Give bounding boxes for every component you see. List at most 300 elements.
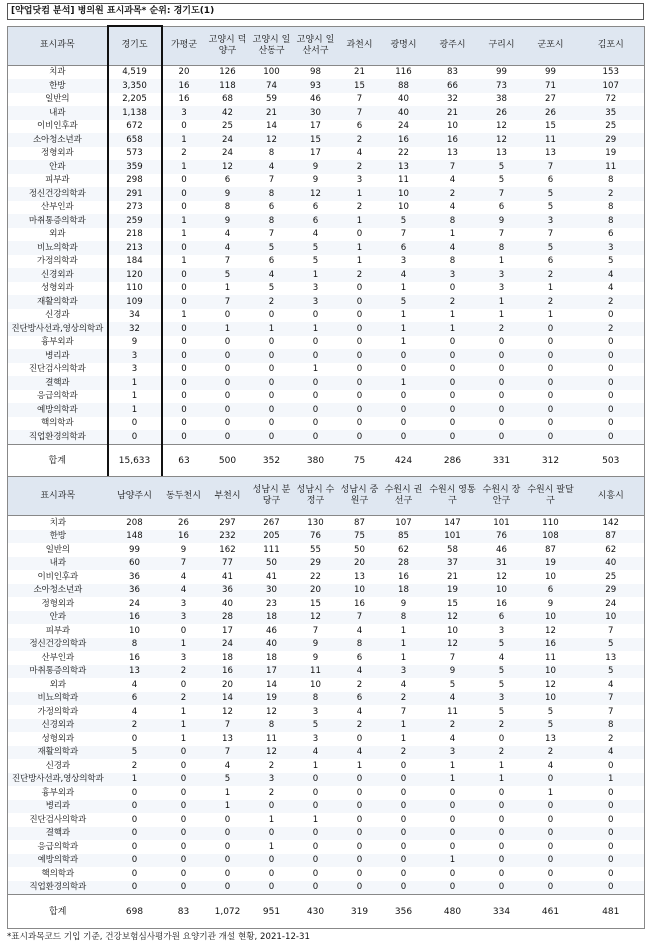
table-cell: 208 [126,517,143,528]
table-cell: 3 [180,652,187,663]
table-cell: 148 [126,531,143,542]
table-cell: 1 [224,801,231,812]
table-cell: 7 [547,161,554,172]
table-cell: 8 [608,215,614,226]
specialty-table-2 [7,476,645,929]
table-cell: 5 [547,188,554,199]
total-cell: 380 [294,444,338,479]
table-row [8,133,645,147]
table-cell: 7 [356,612,363,623]
table-cell: 5 [498,679,505,690]
table-cell: 0 [400,841,407,852]
table-cell: 1 [400,652,407,663]
table-cell: 62 [398,544,409,555]
table-cell: 6 [400,242,407,253]
table-cell: 0 [449,364,456,375]
table-cell: 4 [400,269,407,280]
row-label: 성형외과 [41,733,74,744]
total-cell: 312 [524,444,578,479]
table-cell: 5 [131,747,138,758]
table-cell: 5 [312,720,319,731]
table-cell: 0 [180,774,187,785]
table-cell: 29 [310,558,321,569]
row-label: 재활의학과 [37,747,78,758]
table-cell: 4 [449,175,456,186]
table-row [8,759,645,773]
table-cell: 0 [224,431,231,442]
table-cell: 0 [498,733,505,744]
row-label: 정신건강의학과 [29,639,87,650]
table-cell: 27 [545,94,556,105]
table-row [8,678,645,692]
table-cell: 46 [266,625,277,636]
table-cell: 2 [400,747,407,758]
table-cell: 184 [108,255,162,269]
table-cell: 10 [545,571,556,582]
table-cell: 0 [356,418,363,429]
header-label: 표시과목 [8,26,108,65]
table-cell: 9 [400,598,407,609]
table-cell: 0 [449,283,456,294]
table-cell: 0 [449,882,456,893]
table-cell: 12 [545,625,556,636]
table-cell: 8 [268,215,275,226]
table-cell: 40 [605,558,617,569]
column-header: 광명시 [382,26,426,65]
table-cell: 1 [449,229,456,240]
table-cell: 7 [498,188,505,199]
table-cell: 16 [178,80,190,91]
table-cell: 7 [608,625,614,636]
table-cell: 142 [602,517,619,528]
table-cell: 267 [263,517,280,528]
table-cell: 1 [498,256,505,267]
table-cell: 1 [400,720,407,731]
table-cell: 0 [312,418,319,429]
column-header: 수원시 팔달구 [524,477,578,516]
header-row [8,477,645,516]
table-cell: 4 [449,693,456,704]
table-cell: 0 [181,337,187,348]
table-cell: 0 [356,391,363,402]
table-cell: 6 [498,612,505,623]
table-row [8,516,645,530]
table-cell: 7 [498,229,505,240]
table-row [8,295,645,309]
table-cell: 4 [224,229,231,240]
source-footnote: *표시과목코드 기입 기준, 건강보험심사평가원 요양기관 개설 현황, 2021-12-31 [7,932,310,942]
table-row [8,214,645,228]
table-cell: 16 [545,639,556,650]
table-cell: 0 [498,364,505,375]
table-cell: 232 [219,531,236,542]
table-cell: 16 [129,652,140,663]
table-cell: 11 [398,175,409,186]
table-cell: 1 [356,760,363,771]
table-cell: 0 [131,787,138,798]
table-cell: 12 [266,706,277,717]
table-cell: 0 [547,337,554,348]
column-header: 성남시 분당구 [250,477,294,516]
table-row [8,732,645,746]
table-cell: 2 [608,733,614,744]
table-cell: 0 [181,175,187,186]
table-cell: 11 [447,706,458,717]
total-cell: 500 [206,444,250,479]
table-cell: 99 [496,67,507,78]
row-label: 내과 [49,107,66,118]
table-cell: 0 [449,418,456,429]
table-row [8,376,645,390]
table-cell: 6 [356,121,363,132]
table-cell: 9 [312,652,319,663]
table-cell: 0 [547,431,554,442]
table-cell: 20 [178,67,190,78]
table-cell: 8 [449,215,456,226]
table-cell: 0 [400,350,407,361]
table-cell: 0 [181,364,187,375]
table-cell: 11 [266,733,277,744]
table-cell: 0 [108,430,162,444]
table-row [8,93,645,107]
table-cell: 24 [222,148,233,159]
table-cell: 0 [312,774,319,785]
table-cell: 0 [181,283,187,294]
table-cell: 0 [498,377,505,388]
column-header: 성남시 수정구 [294,477,338,516]
table-row [8,800,645,814]
table-cell: 100 [263,67,280,78]
table-row [8,228,645,242]
table-cell: 2 [498,747,505,758]
table-cell: 2 [449,188,456,199]
table-cell: 1 [268,841,275,852]
table-cell: 0 [356,323,363,334]
table-cell: 7 [224,256,231,267]
table-cell: 0 [547,404,554,415]
table-cell: 0 [180,625,187,636]
table-cell: 0 [608,841,614,852]
table-cell: 10 [545,612,556,623]
table-cell: 18 [266,612,277,623]
row-label: 병리과 [45,350,70,361]
table-row [8,349,645,363]
table-cell: 1 [400,625,407,636]
table-cell: 2 [180,666,187,677]
table-cell: 12 [447,639,458,650]
table-cell: 5 [608,666,614,677]
table-cell: 1 [547,310,554,321]
table-cell: 8 [400,612,407,623]
table-cell: 0 [449,787,456,798]
table-cell: 16 [496,598,507,609]
row-label: 병리과 [45,801,70,812]
table-cell: 0 [449,377,456,388]
table-cell: 46 [310,94,321,105]
table-cell: 29 [605,134,617,145]
table-cell: 1 [181,229,187,240]
table-cell: 6 [498,202,505,213]
table-cell: 87 [354,517,365,528]
table-cell: 7 [608,693,614,704]
table-cell: 16 [222,666,233,677]
table-header [8,477,645,516]
table-cell: 13 [354,571,365,582]
table-cell: 4 [180,571,187,582]
table-cell: 2 [180,693,187,704]
row-label: 정형외과 [41,148,74,159]
table-cell: 16 [354,598,365,609]
table-cell: 1 [356,242,363,253]
table-cell: 76 [496,531,507,542]
table-cell: 0 [181,269,187,280]
table-cell: 62 [605,544,617,555]
table-cell: 0 [180,882,187,893]
table-cell: 0 [356,377,363,388]
table-cell: 0 [608,350,614,361]
table-cell: 2 [608,296,614,307]
table-cell: 0 [608,391,614,402]
column-header: 광주시 [426,26,480,65]
table-cell: 1 [608,774,614,785]
table-cell: 0 [498,882,505,893]
table-cell: 0 [547,841,554,852]
table-cell: 118 [219,80,236,91]
table-cell: 2 [547,296,554,307]
table-cell: 9 [180,544,187,555]
table-cell: 1 [449,310,456,321]
table-cell: 1 [547,787,554,798]
table-cell: 1,138 [108,106,162,120]
table-cell: 1 [180,733,187,744]
table-cell: 0 [498,841,505,852]
table-row [8,854,645,868]
table-row [8,611,645,625]
table-cell: 12 [496,134,507,145]
table-cell: 111 [263,544,280,555]
table-row [8,160,645,174]
table-cell: 4 [547,760,554,771]
table-cell: 99 [545,67,556,78]
table-row [8,106,645,120]
row-label: 마취통증의학과 [28,215,86,226]
row-label: 내과 [49,558,66,569]
table-cell: 1 [312,814,319,825]
total-cell: 698 [108,895,162,929]
table-cell: 6 [356,693,363,704]
table-cell: 19 [545,558,556,569]
table-cell: 2,205 [108,93,162,107]
table-row [8,543,645,557]
table-cell: 24 [222,134,233,145]
table-cell: 13 [496,148,507,159]
table-cell: 12 [447,612,458,623]
table-cell: 0 [181,296,187,307]
table-cell: 6 [547,585,554,596]
total-cell: 461 [524,895,578,929]
table-cell: 3 [312,733,319,744]
table-cell: 3 [400,666,407,677]
table-cell: 26 [545,107,556,118]
table-row [8,282,645,296]
table-cell: 5 [498,706,505,717]
table-cell: 8 [608,175,614,186]
table-cell: 4 [400,679,407,690]
table-cell: 7 [400,706,407,717]
table-cell: 4 [498,652,505,663]
table-cell: 99 [129,544,140,555]
table-cell: 0 [224,855,231,866]
table-cell: 2 [356,679,363,690]
table-cell: 4 [268,161,275,172]
table-row [8,430,645,444]
table-cell: 0 [547,418,554,429]
row-label: 피부과 [45,625,70,636]
table-cell: 36 [129,571,140,582]
row-label: 흉부외과 [41,787,74,798]
table-cell: 3 [498,283,505,294]
table-cell: 7 [312,625,319,636]
table-cell: 3 [498,693,505,704]
table-cell: 109 [108,295,162,309]
table-cell: 0 [268,310,275,321]
table-cell: 0 [180,801,187,812]
table-cell: 1 [400,639,407,650]
row-label: 안과 [49,612,66,623]
table-cell: 0 [547,814,554,825]
table-cell: 4 [608,283,614,294]
table-cell: 0 [356,350,363,361]
row-label: 예방의학과 [37,855,78,866]
table-cell: 0 [131,882,138,893]
table-cell: 1 [108,390,162,404]
table-cell: 1 [181,134,187,145]
row-label: 한방 [49,80,66,91]
row-label: 진단검사의학과 [29,814,87,825]
table-cell: 29 [605,585,617,596]
table-cell: 1 [312,364,319,375]
table-cell: 1 [108,403,162,417]
row-label: 성형외과 [41,283,74,294]
table-cell: 0 [449,431,456,442]
table-cell: 2 [131,720,138,731]
table-row [8,692,645,706]
table-cell: 0 [449,337,456,348]
table-cell: 6 [547,256,554,267]
table-cell: 0 [547,364,554,375]
table-cell: 9 [108,336,162,350]
table-cell: 0 [608,364,614,375]
table-cell: 2 [356,269,363,280]
table-cell: 10 [447,625,458,636]
table-cell: 17 [266,666,277,677]
table-cell: 2 [356,720,363,731]
table-cell: 38 [496,94,507,105]
table-row [8,813,645,827]
table-row [8,840,645,854]
column-header: 부천시 [206,477,250,516]
table-cell: 0 [449,801,456,812]
row-label: 소아청소년과 [32,134,82,145]
table-cell: 0 [400,774,407,785]
column-header: 김포시 [578,26,645,65]
table-cell: 8 [356,639,363,650]
specialty-table-1 [7,25,645,480]
table-cell: 6 [312,202,319,213]
column-header: 고양시 덕양구 [206,26,250,65]
table-cell: 5 [268,283,275,294]
table-cell: 1 [547,283,554,294]
table-cell: 8 [131,639,138,650]
table-cell: 0 [180,868,187,879]
column-header: 수원시 장안구 [480,477,524,516]
row-label: 신경과 [45,310,70,321]
table-cell: 0 [224,841,231,852]
table-cell: 8 [312,693,319,704]
column-header: 고양시 일산서구 [294,26,338,65]
table-cell: 672 [108,120,162,134]
table-cell: 12 [266,747,277,758]
table-cell: 11 [310,666,321,677]
table-cell: 7 [356,107,363,118]
table-cell: 0 [498,431,505,442]
table-cell: 0 [547,774,554,785]
table-cell: 0 [356,814,363,825]
table-cell: 4 [356,706,363,717]
table-cell: 25 [605,121,617,132]
table-cell: 0 [181,418,187,429]
table-cell: 13 [545,148,556,159]
row-label: 결핵과 [45,377,70,388]
table-cell: 0 [498,801,505,812]
table-cell: 0 [181,431,187,442]
table-cell: 8 [268,148,275,159]
table-cell: 1 [498,774,505,785]
table-row [8,336,645,350]
table-cell: 4 [131,679,138,690]
table-cell: 162 [219,544,236,555]
total-row [8,444,645,479]
table-cell: 26 [496,107,507,118]
table-cell: 10 [398,202,409,213]
table-cell: 0 [180,855,187,866]
table-cell: 0 [449,350,456,361]
table-cell: 0 [547,855,554,866]
total-cell: 15,633 [108,444,162,479]
table-cell: 6 [312,215,319,226]
table-cell: 1 [498,760,505,771]
table-cell: 0 [498,828,505,839]
table-cell: 8 [608,720,614,731]
table-cell: 4 [180,585,187,596]
table-cell: 98 [310,67,321,78]
table-cell: 0 [312,350,319,361]
table-cell: 0 [400,814,407,825]
table-cell: 4 [608,269,614,280]
table-cell: 83 [447,67,458,78]
table-body [8,65,645,479]
table-cell: 16 [398,134,409,145]
table-cell: 87 [605,531,617,542]
table-cell: 0 [131,828,138,839]
table-cell: 10 [447,121,458,132]
row-label: 안과 [49,161,66,172]
total-cell: 430 [294,895,338,929]
table-cell: 0 [608,377,614,388]
table-cell: 1 [312,760,319,771]
table-cell: 0 [449,814,456,825]
table-cell: 34 [108,309,162,323]
